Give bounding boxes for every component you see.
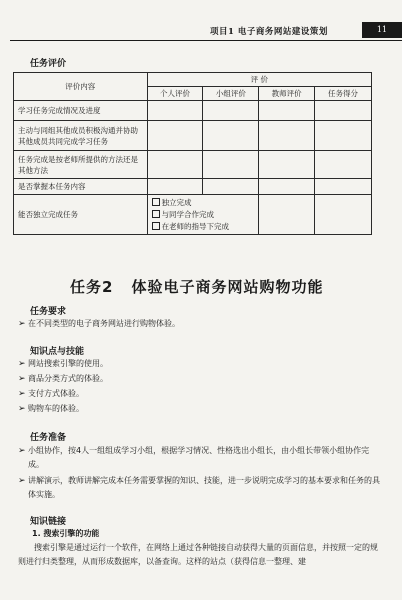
task-heading (70, 276, 323, 297)
cell (315, 151, 372, 179)
list-item: ➢ 讲解演示，教师讲解完成本任务需要掌握的知识、技能，进一步说明完成学习的基本要求和任务的具体实施。 (18, 474, 383, 502)
cell (259, 121, 315, 151)
option-item: 与同学合作完成 (152, 209, 255, 221)
task-number: 任务2 (70, 278, 114, 296)
cell (315, 121, 372, 151)
cell (147, 101, 203, 121)
cell (259, 151, 315, 179)
list-item: ➢ 购物车的体验。 (18, 404, 84, 414)
cell (259, 195, 315, 235)
checkbox[interactable] (152, 210, 160, 218)
cell (259, 179, 315, 195)
cell (203, 179, 259, 195)
arrow-bullet-icon: ➢ (18, 404, 26, 414)
header-content: 评价内容 (14, 73, 148, 101)
header-teacher: 教师评价 (259, 87, 315, 101)
options-cell (147, 195, 259, 235)
header-evaluation: 评 价 (147, 73, 371, 87)
cell (203, 121, 259, 151)
arrow-bullet-icon: ➢ (18, 374, 26, 384)
table-row (14, 195, 372, 235)
requirements-title: 任务要求 (30, 307, 67, 317)
header-group: 小组评价 (203, 87, 259, 101)
table-row (14, 101, 372, 121)
cell (259, 101, 315, 121)
cell (315, 101, 372, 121)
cell (147, 151, 203, 179)
row-label: 主动与同组其他成员积极沟通并协助其他成员共同完成学习任务 (14, 121, 148, 151)
list-item: ➢ 小组协作，按4人一组组成学习小组，根据学习情况、性格选出小组长，由小组长带领小组协作完成。 (18, 444, 383, 472)
list-item: ➢ 商品分类方式的体验。 (18, 374, 108, 384)
prep-title: 任务准备 (30, 433, 67, 443)
checkbox[interactable] (152, 198, 160, 206)
body-paragraph: 搜索引擎是通过运行一个软件，在网络上通过各种链接自动获得大量的页面信息，并按照一定的规则进行归类整理，从而形成数据库，以备查询。这样的站点（获得信息一整理、建 (18, 543, 378, 566)
task-title: 体验电子商务网站购物功能 (131, 278, 324, 296)
option-item: 独立完成 (152, 197, 255, 209)
list-item: ➢ 在不同类型的电子商务网站进行购物体验。 (18, 319, 180, 329)
links-subtitle: 1. 搜索引擎的功能 (32, 529, 100, 538)
cell (203, 151, 259, 179)
arrow-bullet-icon: ➢ (18, 446, 26, 456)
arrow-bullet-icon: ➢ (18, 476, 26, 486)
cell (147, 121, 203, 151)
evaluation-table (13, 72, 372, 235)
arrow-bullet-icon: ➢ (18, 389, 26, 399)
row-label: 任务完成是按老师所提供的方法还是其他方法 (14, 151, 148, 179)
knowledge-title: 知识点与技能 (30, 347, 85, 357)
arrow-bullet-icon: ➢ (18, 319, 26, 329)
row-label: 是否掌握本任务内容 (14, 179, 148, 195)
arrow-bullet-icon: ➢ (18, 359, 26, 369)
page-number: 11 (362, 22, 402, 38)
list-item: ➢ 网站搜索引擎的使用。 (18, 359, 108, 369)
running-header (0, 22, 402, 40)
eval-section-title: 任务评价 (30, 59, 67, 69)
row-label: 学习任务完成情况及进度 (14, 101, 148, 121)
row-label: 能否独立完成任务 (14, 195, 148, 235)
checkbox[interactable] (152, 222, 160, 230)
cell (315, 195, 372, 235)
table-row (14, 121, 372, 151)
list-item: ➢ 支付方式体验。 (18, 389, 84, 399)
header-score: 任务得分 (315, 87, 372, 101)
header-title: 项目1 电子商务网站建设策划 (210, 27, 328, 37)
table-row (14, 151, 372, 179)
header-rule (10, 40, 402, 41)
cell (203, 101, 259, 121)
option-item: 在老师的指导下完成 (152, 221, 255, 233)
cell (147, 179, 203, 195)
table-row (14, 179, 372, 195)
links-title: 知识链接 (30, 517, 67, 527)
cell (315, 179, 372, 195)
header-self: 个人评价 (147, 87, 203, 101)
